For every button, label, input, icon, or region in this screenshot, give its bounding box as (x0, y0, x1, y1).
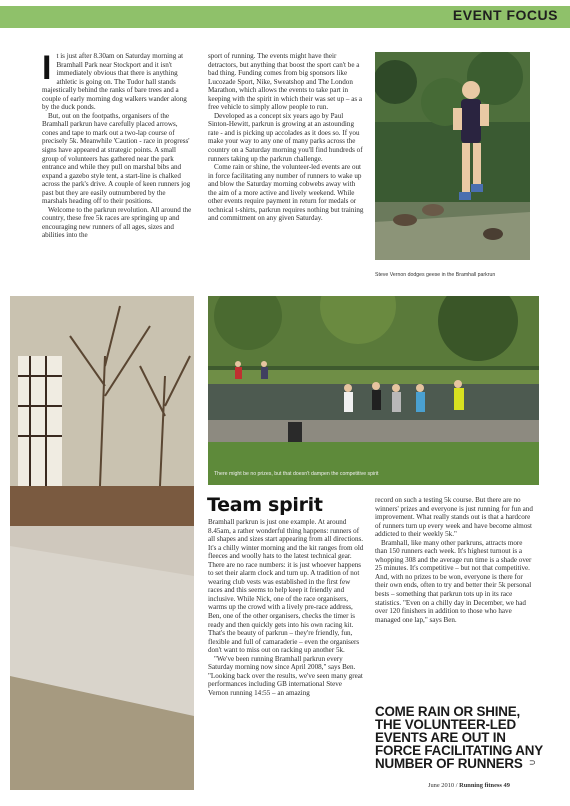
paragraph: Come rain or shine, the volunteer-led events are out in force facilitating any number of runners to wake up and blow the Saturday morning cobwebs away with the aim of a more active and lively weekend. While other events require payment in return for medals or technical t-shirts, parkrun requires nothing but training and commitment on any given Saturday. (208, 163, 364, 223)
paragraph: But, out on the footpaths, organisers of the Bramhall parkrun have carefully placed arrows, cones and tape to mark out a two-lap course of precisely 5k. Meanwhile 'Caution - race in progress' signs have appeared at strategic points. A small group of volunteers has gathered near the park entrance and while they pull on marshal bibs and expand a gazebo style tent, a start-line is chalked across the park's drive. A couple of keen runners jog past but they are easily outnumbered by the marshals heading off to their positions. (42, 111, 191, 206)
photo-runner-geese (375, 52, 530, 260)
pull-quote-line: NUMBER OF RUNNERS (375, 756, 523, 771)
article-column-1 (42, 52, 192, 294)
section-heading: Team spirit (207, 494, 323, 516)
photo-group-pond (208, 296, 539, 485)
paragraph: t is just after 8.30am on Saturday morning at Bramhall Park near Stockport and it isn't immediately obvious that there is anything athletic is going on. The Tudor hall stands majestically behind the ranks of bare trees and a couple of early morning dog walkers wander along by the duck ponds. (42, 52, 187, 112)
paragraph: sport of running. The events might have their detractors, but anything that boost the sport can't be a bad thing. Funding comes from big sponsors like Lucozade Sport, Nike, Sweatshop and The London Marathon, which allows the events to take part in keeping with the spirit in which their was set up – as a free vehicle to simply allow people to run. (208, 52, 363, 112)
paragraph: record on such a testing 5k course. But there are no winners' prizes and everyone is just running for fun and improvement. What really stands out is that a hardcore of runners turn up every week and have become almost addicted to their weekly 5k." (375, 496, 533, 539)
pull-quote-line: EVENTS ARE OUT IN (375, 730, 506, 745)
paragraph: Bramhall, like many other parkruns, attracts more than 150 runners each week. It's highest turnout is a whopping 308 and the average run time is a shade over 25 minutes. It's competitive – but not that competitive. And, with no prizes to be won, everyone is there for their own ends, often to try and better their 5k personal bests – something that parkrun tots up in its race statistics. "Even on a chilly day in December, we had over 120 finishers in addition to those who have managed one lap," says Ben. (375, 538, 532, 624)
section-title: EVENT FOCUS (452, 7, 558, 23)
drop-cap: I (42, 52, 52, 87)
paragraph: "We've been running Bramhall parkrun every Saturday morning now since April 2008," says Ben. "Looking back over the results, we've seen many great performances including GB international Steve Vernon running 14:55 – an amazing (208, 654, 363, 697)
paragraph: Developed as a concept six years ago by Paul Sinton-Hewitt, parkrun is growing at an astounding rate - and is picking up accolades as it does so. If you make your way to any one of many parks across the country on a Saturday morning you'll find hundreds of runners taking up the parkrun challenge. (208, 111, 363, 163)
pull-quote-line: FORCE FACILITATING ANY (375, 743, 543, 758)
pull-quote-line: COME RAIN OR SHINE, (375, 704, 520, 719)
paragraph: Welcome to the parkrun revolution. All around the country, these free 5k races are springing up and encouraging new runners of all ages, sizes and abilities into the (42, 205, 192, 240)
article-column-4 (375, 496, 535, 708)
article-column-2 (208, 52, 364, 294)
continue-arrow-icon: ⊃ (529, 758, 536, 767)
paragraph: Bramhall parkrun is just one example. At around 8.45am, a rather wonderful thing happens: runners of all shapes and sizes start appearing from all directions. It's a chilly winter morning and the kit ranges from old fleeces and woolly hats to the latest technical gear. There are no race numbers: it is just whoever happens to set their alarm clock and turn up. A tradition of not wearing club vests was established in the first few races and this seems to help keep it friendly and inclusive. While Nick, one of the race organisers, warms up the crowd with a lively pre-race address, Ben, one of the other organisers, checks the timer is ready and then quickly gets into his own racing kit. That's the beauty of parkrun – they're friendly, fun, flexible and full of camaraderie – even the organisers don't want to miss out on racking up another 5k. (208, 518, 364, 655)
pull-quote (375, 704, 543, 771)
footer-slash: / (455, 782, 458, 789)
page-footer (428, 782, 558, 789)
photo-park-frost (10, 296, 194, 790)
footer-magazine: Running fitness (459, 782, 502, 789)
photo-caption: There might be no prizes, but that doesn't dampen the competitive spirit (214, 471, 379, 477)
pull-quote-line: THE VOLUNTEER-LED (375, 717, 516, 732)
photo-caption: Steve Vernon dodges geese in the Bramhall parkrun (375, 272, 496, 278)
footer-page-number: 49 (503, 782, 510, 789)
article-column-3 (208, 518, 364, 794)
footer-date: June 2010 (428, 782, 455, 789)
